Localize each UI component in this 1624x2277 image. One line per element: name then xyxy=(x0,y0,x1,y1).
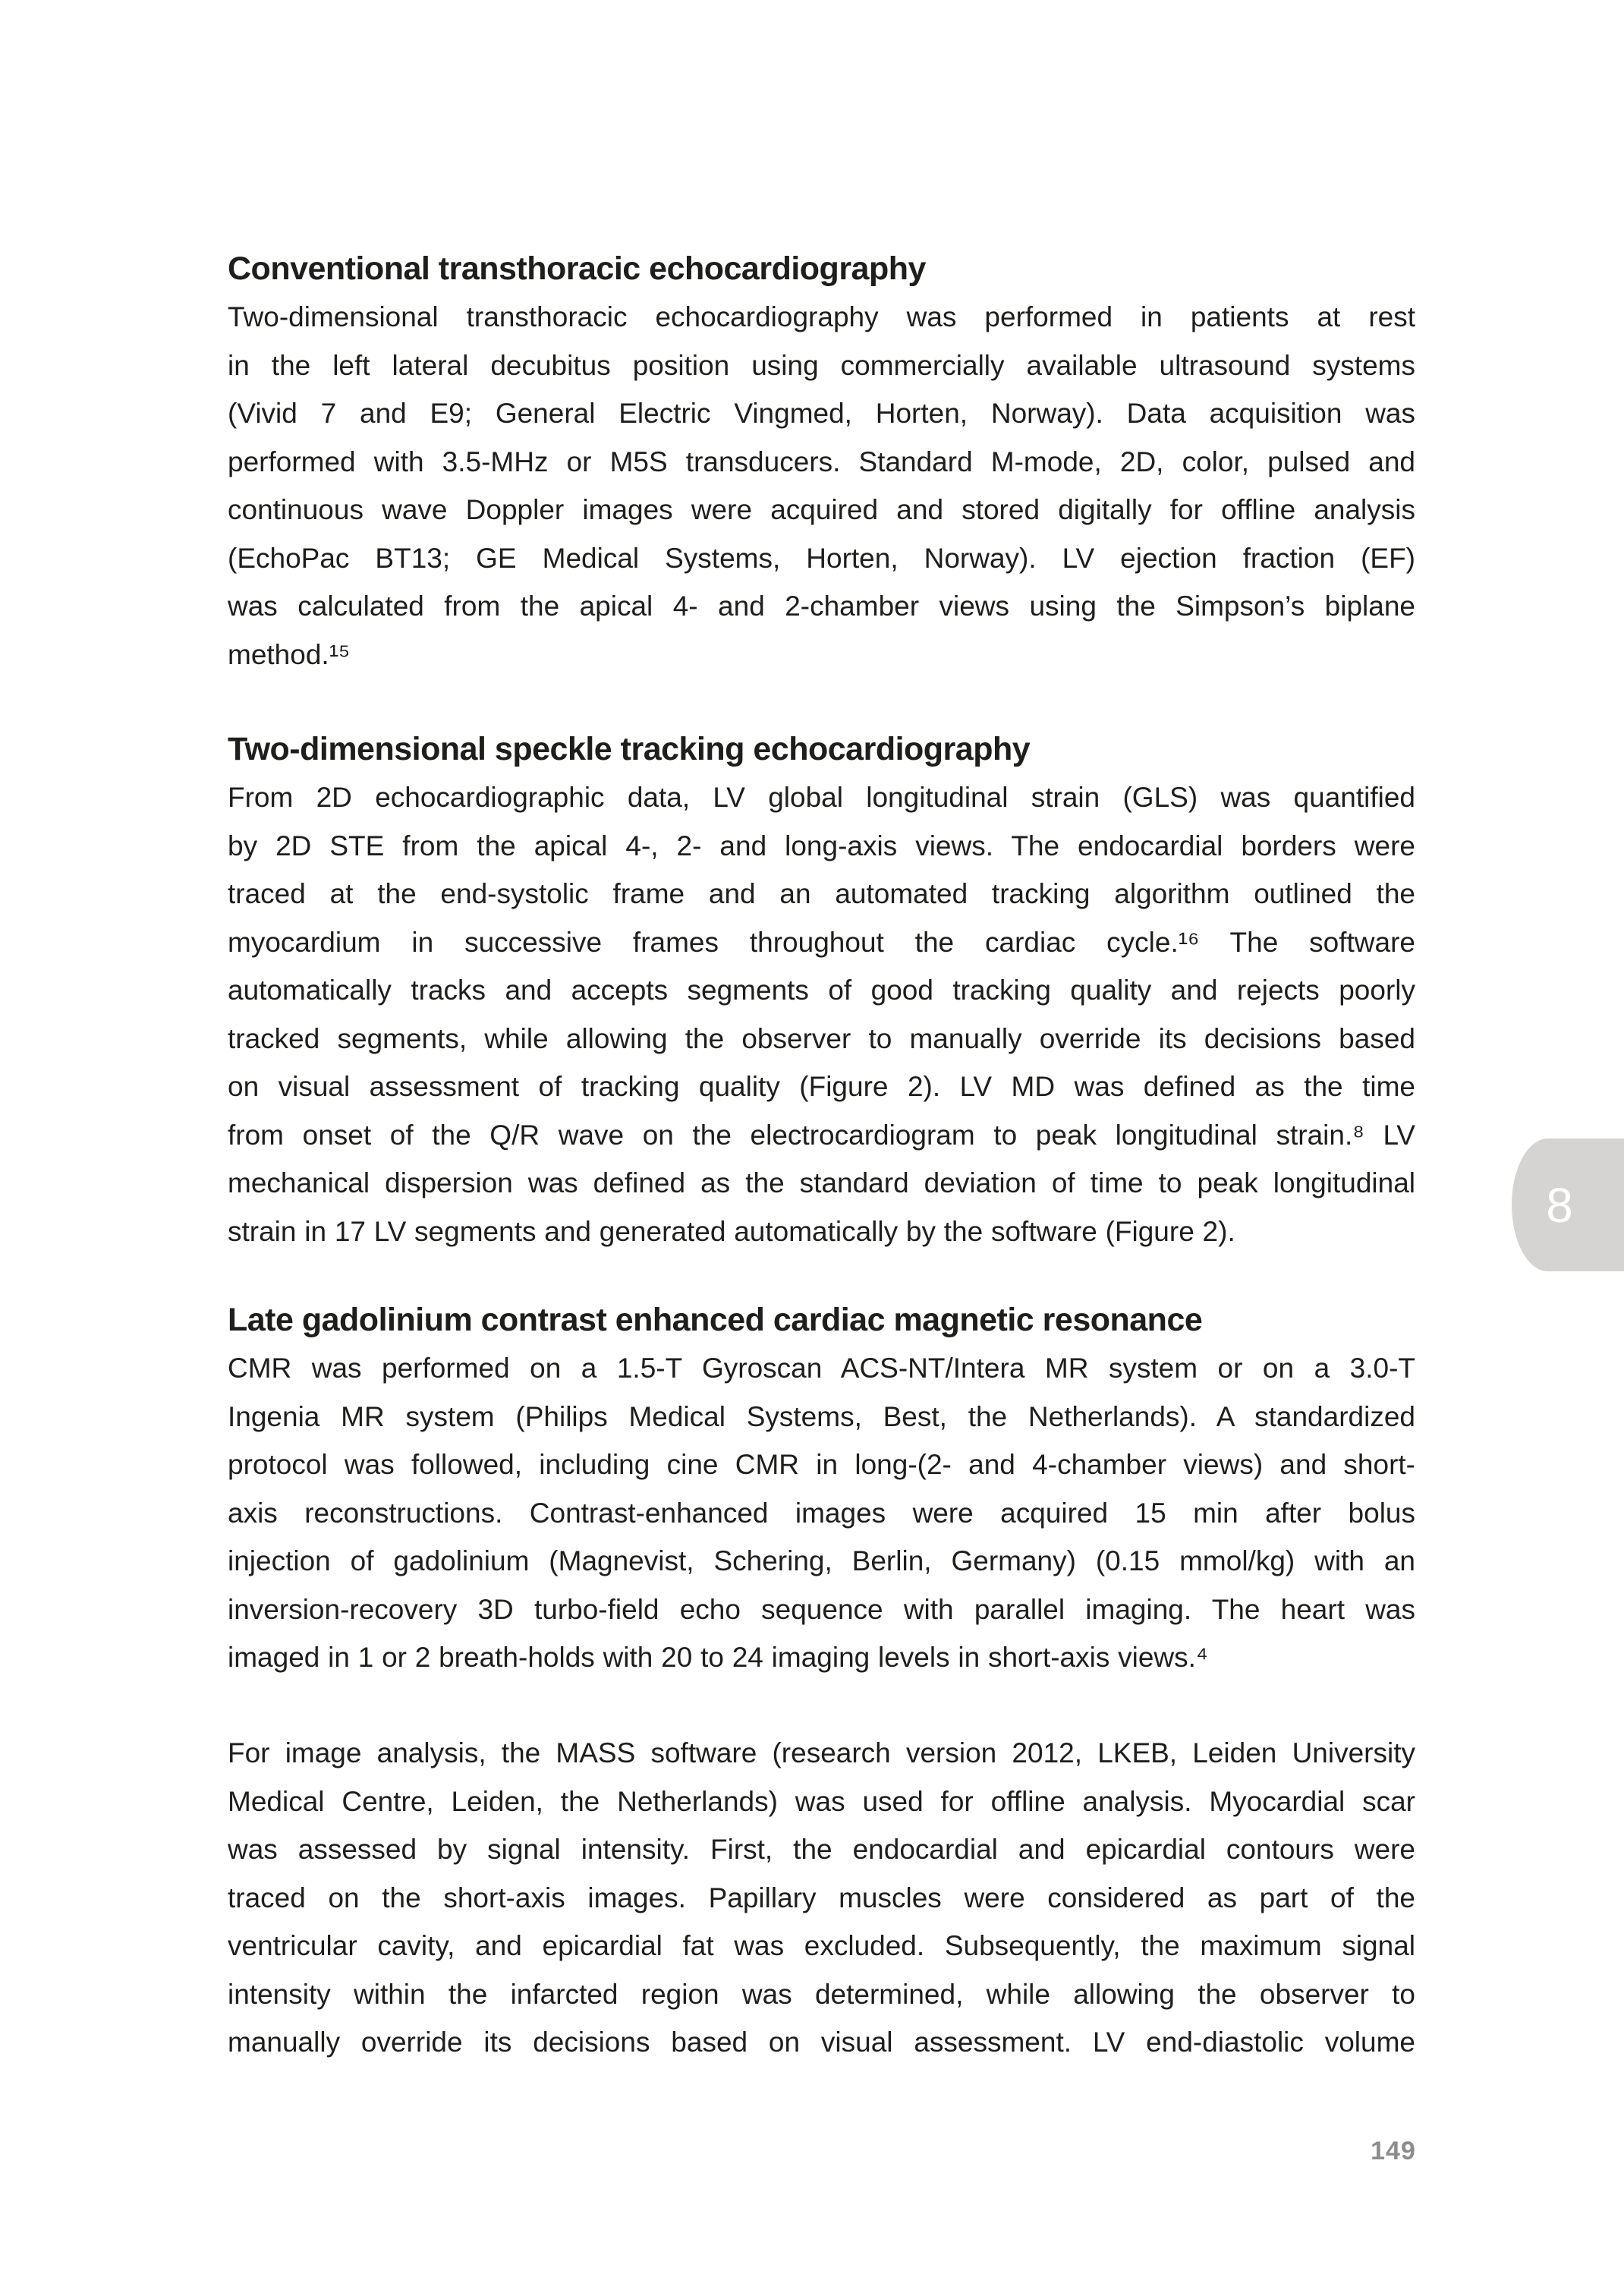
text-line: (EchoPac BT13; GE Medical Systems, Horten, Norway). LV ejection fraction (EF) xyxy=(228,542,1415,574)
text-line: was calculated from the apical 4- and 2-chamber views using the Simpson’s biplane xyxy=(228,591,1415,622)
text-line: inversion-recovery 3D turbo-field echo sequence with parallel imaging. The heart was xyxy=(228,1593,1415,1625)
text-line: (Vivid 7 and E9; General Electric Vingmed, Horten, Norway). Data acquisition was xyxy=(228,398,1415,429)
text-line: tracked segments, while allowing the observer to manually override its decisions based xyxy=(228,1022,1415,1054)
text-line: traced on the short-axis images. Papillary muscles were considered as part of the xyxy=(228,1882,1415,1913)
text-line: continuous wave Doppler images were acquired and stored digitally for offline analysis xyxy=(228,494,1415,525)
text-line: Ingenia MR system (Philips Medical Systems, Best, the Netherlands). A standardized xyxy=(228,1400,1415,1432)
text-line: intensity within the infarcted region was determined, while allowing the observer to xyxy=(228,1978,1415,2010)
text-line: axis reconstructions. Contrast-enhanced images were acquired 15 min after bolus xyxy=(228,1497,1415,1529)
document-section xyxy=(228,1296,1415,1682)
text-line: automatically tracks and accepts segments of good tracking quality and rejects poorly xyxy=(228,975,1415,1006)
text-line: imaged in 1 or 2 breath-holds with 20 to 24 imaging levels in short-axis views.⁴ xyxy=(228,1642,1208,1673)
text-line: injection of gadolinium (Magnevist, Schering, Berlin, Germany) (0.15 mmol/kg) with an xyxy=(228,1545,1415,1576)
document-section xyxy=(228,726,1415,1255)
text-line: Two-dimensional transthoracic echocardiography was performed in patients at rest xyxy=(228,301,1415,332)
paragraph xyxy=(228,1729,1415,2067)
text-line: From 2D echocardiographic data, LV global longitudinal strain (GLS) was quantified xyxy=(228,782,1415,813)
text-line: mechanical dispersion was defined as the standard deviation of time to peak longitudinal xyxy=(228,1167,1415,1198)
text-line: was assessed by signal intensity. First, the endocardial and epicardial contours were xyxy=(228,1834,1415,1865)
text-line: from onset of the Q/R wave on the electrocardiogram to peak longitudinal strain.⁸ LV xyxy=(228,1119,1415,1151)
text-line: manually override its decisions based on visual assessment. LV end-diastolic volume xyxy=(228,2027,1415,2058)
paragraph xyxy=(228,293,1415,679)
document-section xyxy=(228,245,1415,679)
section-heading: Conventional transthoracic echocardiography xyxy=(228,250,926,287)
text-line: by 2D STE from the apical 4-, 2- and long-axis views. The endocardial borders were xyxy=(228,830,1415,861)
text-line: For image analysis, the MASS software (research version 2012, LKEB, Leiden University xyxy=(228,1737,1415,1768)
text-line: myocardium in successive frames throughout the cardiac cycle.¹⁶ The software xyxy=(228,926,1415,958)
section-heading: Two-dimensional speckle tracking echocardiography xyxy=(228,731,1031,767)
text-line: traced at the end-systolic frame and an automated tracking algorithm outlined the xyxy=(228,878,1415,909)
text-line: Medical Centre, Leiden, the Netherlands) was used for offline analysis. Myocardial scar xyxy=(228,1785,1415,1817)
text-line: CMR was performed on a 1.5-T Gyroscan ACS-NT/Intera MR system or on a 3.0-T xyxy=(228,1353,1415,1384)
text-line: protocol was followed, including cine CMR in long-(2- and 4-chamber views) and short- xyxy=(228,1449,1415,1480)
paragraph xyxy=(228,1344,1415,1682)
text-line: strain in 17 LV segments and generated automatically by the software (Figure 2). xyxy=(228,1215,1235,1247)
chapter-tab xyxy=(1512,1138,1624,1271)
page-number: 149 xyxy=(1371,2137,1416,2165)
section-heading: Late gadolinium contrast enhanced cardiac magnetic resonance xyxy=(228,1302,1203,1338)
text-line: performed with 3.5-MHz or M5S transducers. Standard M-mode, 2D, color, pulsed and xyxy=(228,446,1415,477)
paragraph xyxy=(228,773,1415,1255)
document-section xyxy=(228,1729,1415,2067)
text-line: in the left lateral decubitus position using commercially available ultrasound systems xyxy=(228,349,1415,381)
text-line: method.¹⁵ xyxy=(228,638,351,670)
text-line: on visual assessment of tracking quality (Figure 2). LV MD was defined as the time xyxy=(228,1071,1415,1102)
chapter-number: 8 xyxy=(1546,1177,1573,1233)
text-line: ventricular cavity, and epicardial fat was excluded. Subsequently, the maximum signal xyxy=(228,1930,1415,1961)
